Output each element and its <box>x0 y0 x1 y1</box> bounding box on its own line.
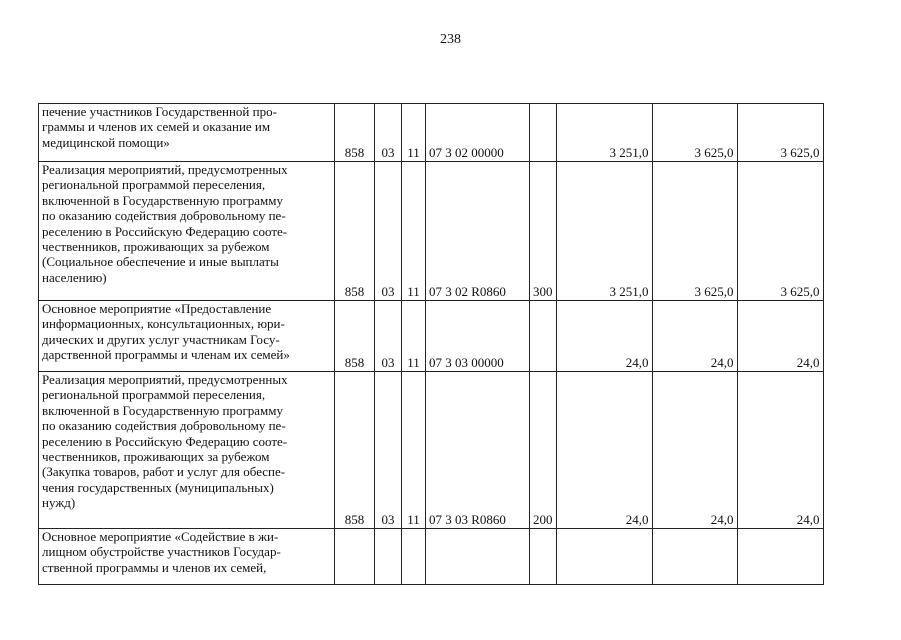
expense-type-cell <box>530 301 557 372</box>
ministry-code-cell: 858 <box>335 372 375 529</box>
item-name-line: Основное мероприятие «Содействие в жи- <box>42 529 279 544</box>
amount-year-2-cell: 3 625,0 <box>652 162 737 301</box>
subsection-code-cell: 11 <box>402 162 426 301</box>
item-name-line: Реализация мероприятий, предусмотренных <box>42 162 288 177</box>
item-name-line: Реализация мероприятий, предусмотренных <box>42 372 288 387</box>
target-article-cell: 07 3 03 00000 <box>426 301 530 372</box>
item-name-cell <box>39 104 335 162</box>
item-name-line: по оказанию содействия добровольному пе- <box>42 208 286 224</box>
amount-year-2-cell <box>652 529 737 585</box>
target-article-cell: 07 3 02 R0860 <box>426 162 530 301</box>
target-article-cell: 07 3 02 00000 <box>426 104 530 162</box>
item-name-line: ственной программы и членов их семей, <box>42 559 267 575</box>
item-name-line: дарственной программы и членам их семей» <box>42 347 290 363</box>
ministry-code-cell: 858 <box>335 104 375 162</box>
item-name-line: региональной программой переселения, <box>42 177 266 193</box>
subsection-code-cell: 11 <box>402 301 426 372</box>
item-name-line: чественников, проживающих за рубежом <box>42 239 270 255</box>
amount-year-2-cell: 3 625,0 <box>652 104 737 162</box>
amount-year-3-cell: 24,0 <box>737 372 823 529</box>
item-name-line: информационных, консультационных, юри- <box>42 316 285 332</box>
item-name-line: (Социальное обеспечение и иные выплаты <box>42 254 279 270</box>
table-row <box>39 529 824 585</box>
item-name-cell <box>39 372 335 529</box>
amount-year-3-cell: 3 625,0 <box>737 162 823 301</box>
section-code-cell: 03 <box>375 301 402 372</box>
item-name-cell <box>39 301 335 372</box>
subsection-code-cell <box>402 529 426 585</box>
section-code-cell <box>375 529 402 585</box>
item-name-line: включенной в Государственную программу <box>42 402 284 418</box>
subsection-code-cell: 11 <box>402 372 426 529</box>
target-article-cell <box>426 529 530 585</box>
item-name-cell <box>39 529 335 585</box>
item-name-line: населению) <box>42 269 107 285</box>
ministry-code-cell <box>335 529 375 585</box>
ministry-code-cell: 858 <box>335 301 375 372</box>
expense-type-cell: 300 <box>530 162 557 301</box>
item-name-line: дических и других услуг участникам Госу- <box>42 331 280 347</box>
amount-year-1-cell <box>556 529 652 585</box>
item-name-cell <box>39 162 335 301</box>
subsection-code-cell: 11 <box>402 104 426 162</box>
amount-year-3-cell <box>737 529 823 585</box>
item-name-line: нужд) <box>42 495 76 511</box>
amount-year-1-cell: 24,0 <box>556 372 652 529</box>
item-name-line: (Закупка товаров, работ и услуг для обеспе- <box>42 464 286 480</box>
section-code-cell: 03 <box>375 372 402 529</box>
amount-year-1-cell: 3 251,0 <box>556 104 652 162</box>
expense-type-cell: 200 <box>530 372 557 529</box>
table-row <box>39 162 824 301</box>
item-name-line: по оказанию содействия добровольному пе- <box>42 418 286 434</box>
item-name-line: граммы и членов их семей и оказание им <box>42 119 271 135</box>
amount-year-3-cell: 3 625,0 <box>737 104 823 162</box>
item-name-line: чения государственных (муниципальных) <box>42 479 274 495</box>
amount-year-1-cell: 3 251,0 <box>556 162 652 301</box>
item-name-line: чественников, проживающих за рубежом <box>42 449 270 465</box>
amount-year-2-cell: 24,0 <box>652 301 737 372</box>
amount-year-2-cell: 24,0 <box>652 372 737 529</box>
section-code-cell: 03 <box>375 104 402 162</box>
budget-table <box>38 103 824 585</box>
section-code-cell: 03 <box>375 162 402 301</box>
item-name-line: лищном обустройстве участников Государ- <box>42 544 281 560</box>
amount-year-1-cell: 24,0 <box>556 301 652 372</box>
target-article-cell: 07 3 03 R0860 <box>426 372 530 529</box>
table-row <box>39 104 824 162</box>
amount-year-3-cell: 24,0 <box>737 301 823 372</box>
page-number: 238 <box>440 32 461 47</box>
item-name-line: Основное мероприятие «Предоставление <box>42 301 272 316</box>
table-row <box>39 372 824 529</box>
expense-type-cell <box>530 529 557 585</box>
item-name-line: печение участников Государственной про- <box>42 104 277 119</box>
item-name-line: реселению в Российскую Федерацию соотe- <box>42 433 288 449</box>
table-row <box>39 301 824 372</box>
item-name-line: медицинской помощи» <box>42 134 170 150</box>
item-name-line: региональной программой переселения, <box>42 387 266 403</box>
expense-type-cell <box>530 104 557 162</box>
item-name-line: включенной в Государственную программу <box>42 192 284 208</box>
ministry-code-cell: 858 <box>335 162 375 301</box>
item-name-line: реселению в Российскую Федерацию соотe- <box>42 223 288 239</box>
table-body <box>39 104 824 585</box>
